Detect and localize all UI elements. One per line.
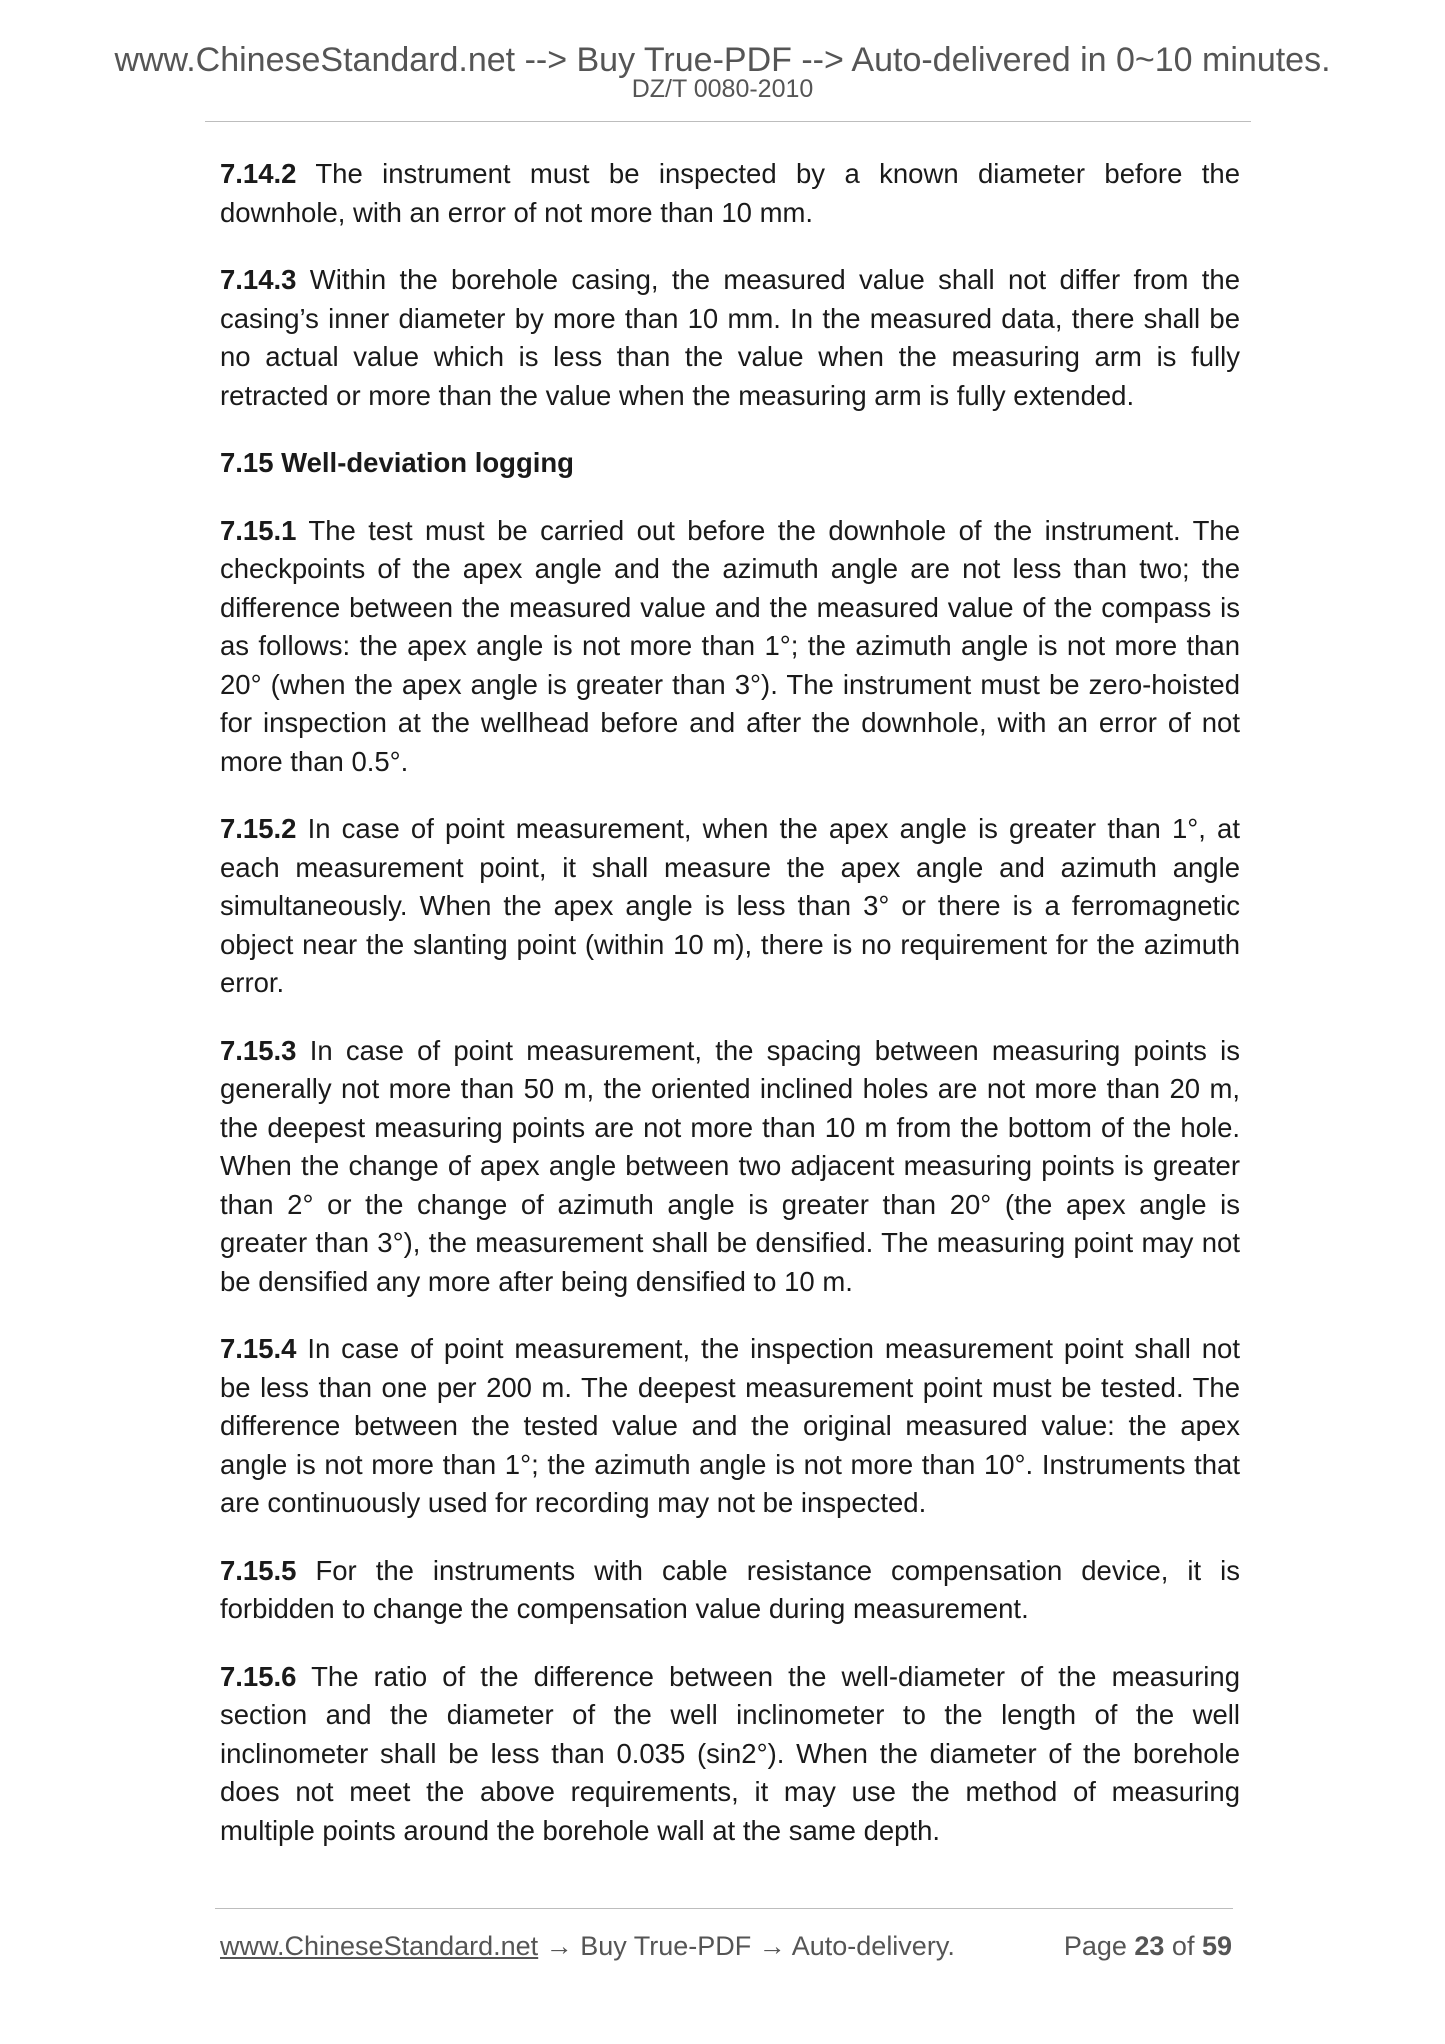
- clause-7-15-6: [220, 1658, 1240, 1851]
- clause-text: In case of point measurement, when the apex angle is greater than 1°, at each measurement point, it shall measure the apex angle and azimuth angle simultaneously. When the apex angle is less than 3° or there is a ferromagnetic object near the slanting point (within 10 m), there is no requirement for the azimuth error.: [220, 813, 1240, 998]
- clause-text: For the instruments with cable resistance compensation device, it is forbidden to change the compensation value during measurement.: [220, 1554, 1240, 1624]
- clause-number: 7.15.1: [220, 514, 297, 546]
- clause-7-15-2: [220, 810, 1240, 1003]
- header-divider: [205, 121, 1251, 122]
- footer-site-link[interactable]: www.ChineseStandard.net: [220, 1931, 539, 1961]
- page-label: Page: [1063, 1931, 1135, 1961]
- clause-number: 7.15.3: [220, 1034, 297, 1066]
- footer-promo-text: → Buy True-PDF → Auto-delivery.: [538, 1931, 955, 1961]
- header-banner: www.ChineseStandard.net --> Buy True-PDF --> Auto-delivered in 0~10 minutes.: [114, 41, 1331, 79]
- clause-text: The instrument must be inspected by a known diameter before the downhole, with an error of not more than 10 mm.: [220, 158, 1240, 228]
- footer-divider: [215, 1908, 1233, 1909]
- clause-number: 7.15.2: [220, 813, 297, 844]
- clause-number: 7.14.2: [220, 158, 297, 189]
- page-indicator: [1064, 1929, 1232, 1963]
- clause-text: In case of point measurement, the inspection measurement point shall not be less than one per 200 m. The deepest measurement point must be tested. The difference between the tested value and the original measured value: the apex angle is not more than 1°; the azimuth angle is not more than 10°. Instruments that are continuously used for recording may not be inspected.: [220, 1333, 1240, 1518]
- of-label: of: [1164, 1931, 1202, 1961]
- page-body: [220, 155, 1240, 1879]
- clause-text: In case of point measurement, the spacing between measuring points is generally not more than 50 m, the oriented inclined holes are not more than 20 m, the deepest measuring points are not more than 10 m from the bottom of the hole. When the change of apex angle between two adjacent measuring points is greater than 2° or the change of azimuth angle is greater than 20° (the apex angle is greater than 3°), the measurement shall be densified. The measuring point may not be densified any more after being densified to 10 m.: [220, 1034, 1240, 1297]
- clause-number: 7.14.3: [220, 264, 297, 295]
- section-heading-7-15: 7.15 Well-deviation logging: [220, 447, 574, 478]
- document-code: DZ/T 0080-2010: [631, 75, 814, 103]
- clause-7-15-5: [220, 1552, 1240, 1629]
- clause-number: 7.15.6: [220, 1660, 297, 1692]
- clause-number: 7.15.4: [220, 1333, 297, 1364]
- clause-text: Within the borehole casing, the measured value shall not differ from the casing’s inner diameter by more than 10 mm. In the measured data, there shall be no actual value which is less than the value when the measuring arm is fully retracted or more than the value when the measuring arm is fully extended.: [220, 264, 1240, 411]
- clause-7-14-2: [220, 155, 1240, 232]
- clause-text: The test must be carried out before the downhole of the instrument. The checkpoints of the apex angle and the azimuth angle are not less than two; the difference between the measured value and the measured value of the compass is as follows: the apex angle is not more than 1°; the azimuth angle is not more than 20° (when the apex angle is greater than 3°). The instrument must be zero-hoisted for inspection at the wellhead before and after the downhole, with an error of not more than 0.5°.: [220, 514, 1240, 777]
- clause-7-15-4: [220, 1330, 1240, 1523]
- current-page-number: 23: [1134, 1931, 1165, 1961]
- clause-7-15-3: [220, 1032, 1240, 1302]
- clause-7-15-1: [220, 512, 1240, 782]
- clause-text: The ratio of the difference between the well-diameter of the measuring section and the diameter of the well inclinometer to the length of the well inclinometer shall be less than 0.035 (sin2°). When the diameter of the borehole does not meet the above requirements, it may use the method of measuring multiple points around the borehole wall at the same depth.: [220, 1660, 1240, 1846]
- clause-number: 7.15.5: [220, 1554, 297, 1586]
- clause-7-14-3: [220, 261, 1240, 415]
- footer-promo: [220, 1929, 955, 1963]
- total-page-count: 59: [1201, 1931, 1232, 1961]
